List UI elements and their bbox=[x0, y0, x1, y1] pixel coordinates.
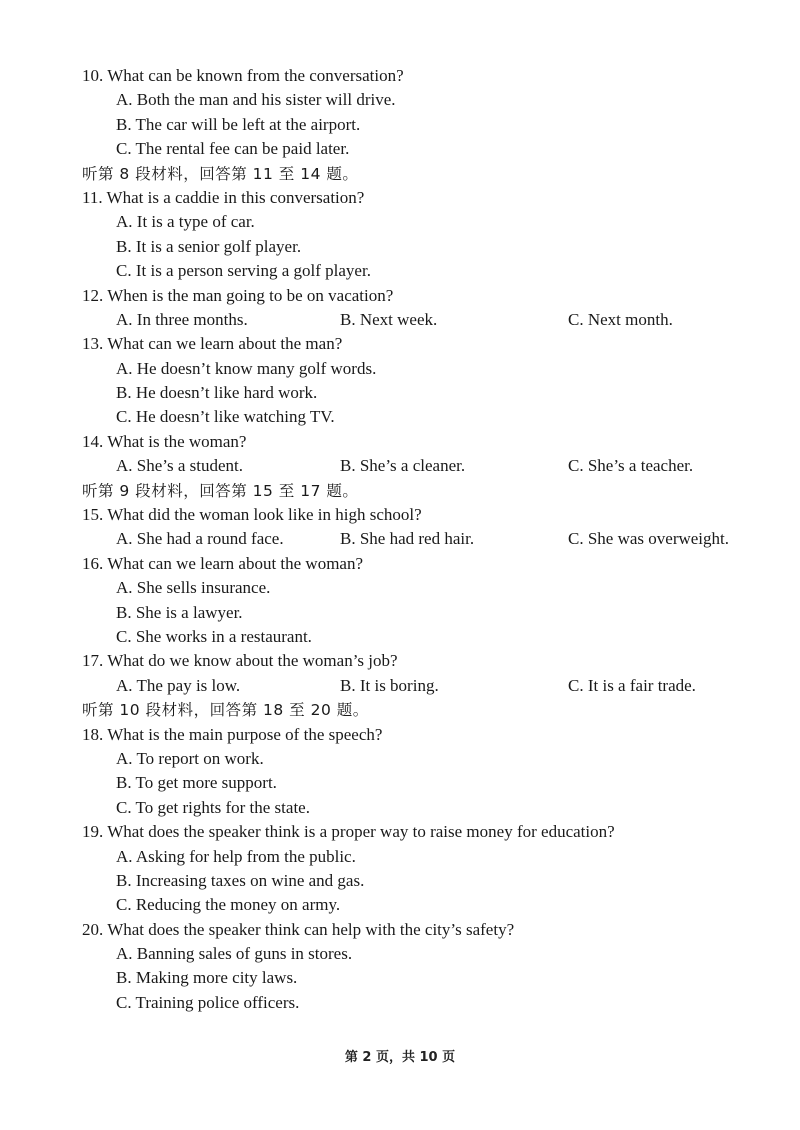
question-12-stem: 12. When is the man going to be on vacation? bbox=[82, 285, 394, 305]
section-9-heading: 听第 9 段材料，回答第 15 至 17 题。 bbox=[82, 481, 359, 500]
question-15-option-c: C. She was overweight. bbox=[568, 529, 730, 549]
question-18-option-a: A. To report on work. bbox=[116, 748, 264, 768]
section-8-heading: 听第 8 段材料，回答第 11 至 14 题。 bbox=[82, 164, 359, 183]
question-10-option-a: A. Both the man and his sister will drive. bbox=[116, 90, 396, 110]
page-number-footer: 第 2 页，共 10 页 bbox=[344, 1050, 456, 1065]
question-11-option-c: C. It is a person serving a golf player. bbox=[116, 261, 371, 281]
question-15-options bbox=[82, 527, 772, 551]
question-17-option-c: C. It is a fair trade. bbox=[568, 675, 696, 695]
question-15-option-b: B. She had red hair. bbox=[340, 529, 475, 549]
question-17-stem: 17. What do we know about the woman’s job? bbox=[82, 651, 398, 671]
question-10-stem: 10. What can be known from the conversation? bbox=[82, 66, 404, 85]
section-10-heading: 听第 10 段材料，回答第 18 至 20 题。 bbox=[82, 701, 369, 720]
question-16-stem: 16. What can we learn about the woman? bbox=[82, 553, 364, 573]
question-14-stem: 14. What is the woman? bbox=[82, 431, 247, 451]
question-16-option-b: B. She is a lawyer. bbox=[116, 602, 243, 622]
question-11-option-a: A. It is a type of car. bbox=[116, 212, 255, 232]
question-19-option-c: C. Reducing the money on army. bbox=[116, 895, 341, 915]
question-17-option-b: B. It is boring. bbox=[340, 675, 439, 695]
question-13-option-a: A. He doesn’t know many golf words. bbox=[116, 358, 377, 378]
question-18-stem: 18. What is the main purpose of the speech? bbox=[82, 724, 383, 744]
question-14-options bbox=[82, 454, 772, 478]
question-19-option-b: B. Increasing taxes on wine and gas. bbox=[116, 870, 365, 890]
question-list bbox=[82, 64, 772, 1015]
question-14-option-a: A. She’s a student. bbox=[116, 456, 244, 476]
question-13-option-b: B. He doesn’t like hard work. bbox=[116, 383, 318, 403]
question-10-option-c: C. The rental fee can be paid later. bbox=[116, 139, 350, 159]
question-13-option-c: C. He doesn’t like watching TV. bbox=[116, 407, 335, 427]
question-15-option-a: A. She had a round face. bbox=[116, 529, 284, 549]
question-10-option-b: B. The car will be left at the airport. bbox=[116, 114, 361, 134]
question-20-option-b: B. Making more city laws. bbox=[116, 968, 298, 988]
question-12-option-c: C. Next month. bbox=[568, 309, 673, 329]
question-20-option-c: C. Training police officers. bbox=[116, 992, 300, 1012]
question-14-option-c: C. She’s a teacher. bbox=[568, 456, 694, 476]
question-13-stem: 13. What can we learn about the man? bbox=[82, 334, 343, 354]
question-19-option-a: A. Asking for help from the public. bbox=[116, 846, 356, 866]
question-11-stem: 11. What is a caddie in this conversation? bbox=[82, 187, 365, 207]
question-14-option-b: B. She’s a cleaner. bbox=[340, 456, 466, 476]
question-20-stem: 20. What does the speaker think can help with the city’s safety? bbox=[82, 919, 515, 939]
question-16-option-a: A. She sells insurance. bbox=[116, 578, 271, 598]
question-16-option-c: C. She works in a restaurant. bbox=[116, 626, 312, 646]
question-20-option-a: A. Banning sales of guns in stores. bbox=[116, 944, 353, 964]
question-12-option-a: A. In three months. bbox=[116, 309, 248, 329]
question-15-stem: 15. What did the woman look like in high school? bbox=[82, 505, 422, 525]
question-18-option-c: C. To get rights for the state. bbox=[116, 797, 310, 817]
question-19-stem: 19. What does the speaker think is a proper way to raise money for education? bbox=[82, 822, 615, 842]
question-11-option-b: B. It is a senior golf player. bbox=[116, 236, 302, 256]
question-17-option-a: A. The pay is low. bbox=[116, 675, 241, 695]
question-12-options bbox=[82, 308, 772, 332]
question-12-option-b: B. Next week. bbox=[340, 309, 438, 329]
question-17-options bbox=[82, 674, 772, 698]
question-18-option-b: B. To get more support. bbox=[116, 773, 277, 793]
